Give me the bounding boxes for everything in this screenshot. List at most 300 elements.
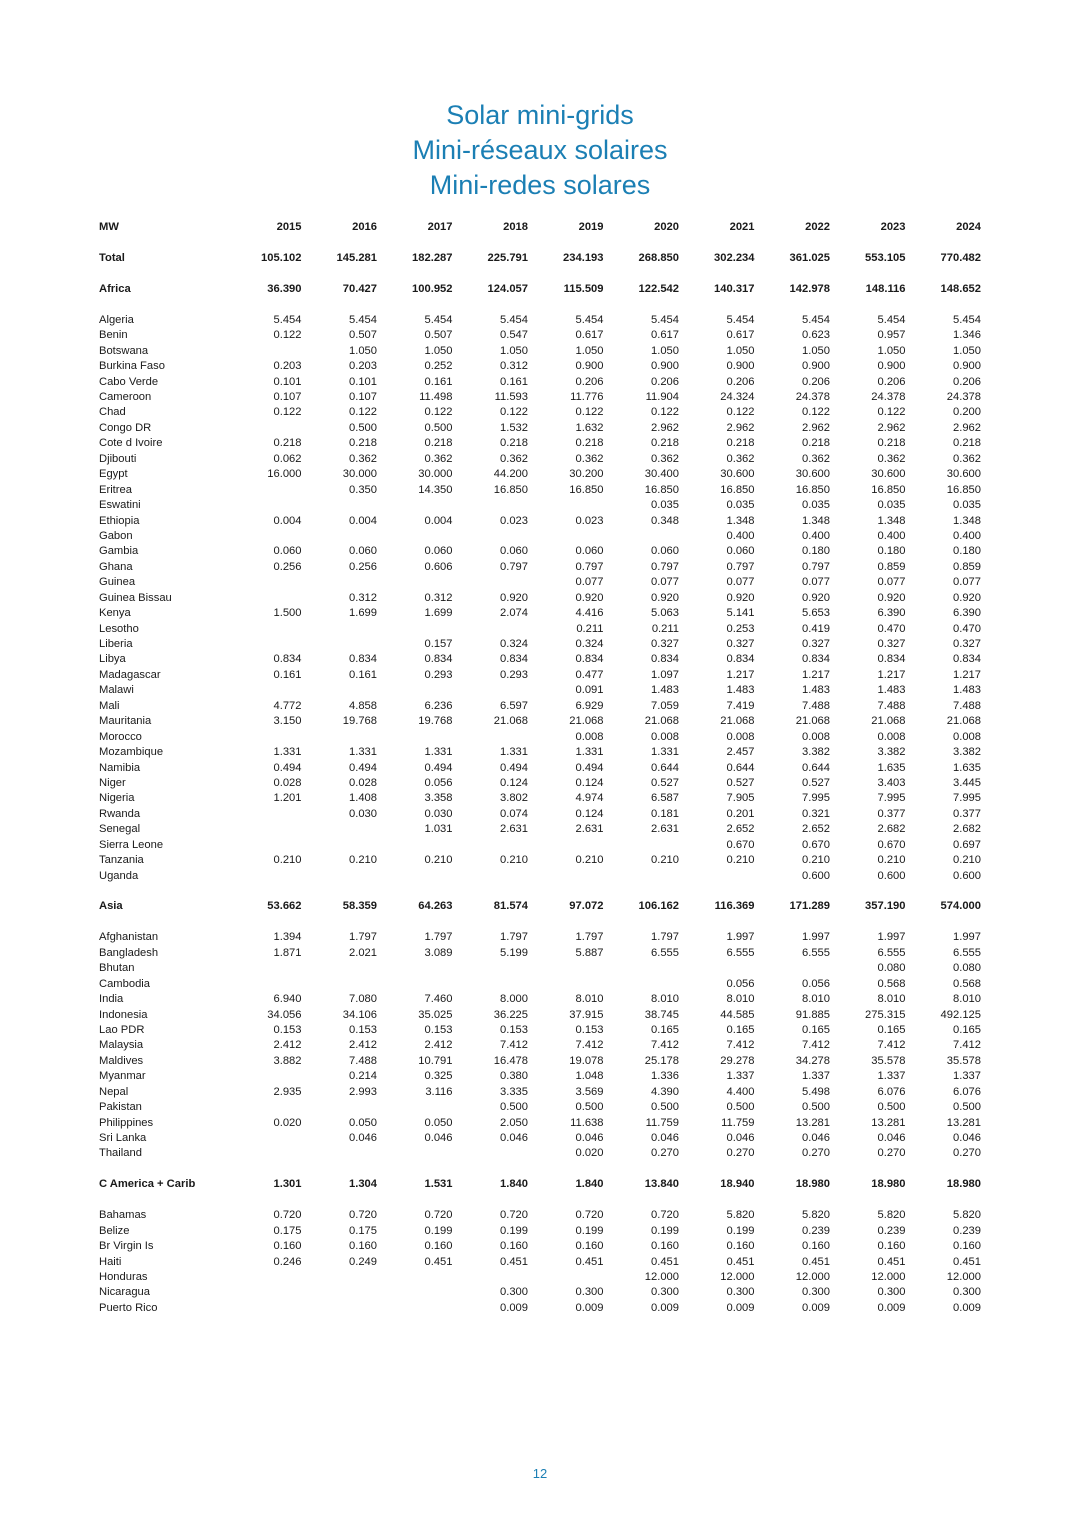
value-cell: 2.457 (726, 746, 755, 759)
value-cell: 0.020 (575, 1147, 604, 1160)
value-cell: 5.820 (953, 1209, 981, 1222)
value-cell: 0.400 (953, 529, 981, 542)
value-cell: 6.597 (500, 699, 528, 712)
value-cell: 5.454 (349, 313, 377, 326)
value-cell: 0.035 (802, 499, 830, 512)
row-label: Lao PDR (99, 1023, 145, 1036)
value-cell: 0.077 (651, 576, 679, 589)
country-row (95, 1270, 985, 1285)
value-cell: 3.089 (424, 946, 453, 959)
value-cell: 0.160 (575, 1240, 604, 1253)
value-cell (306, 868, 382, 883)
value-cell: 0.377 (953, 807, 981, 820)
value-cell: 0.122 (575, 406, 604, 419)
value-cell: 1.346 (953, 329, 981, 342)
row-label: Honduras (99, 1270, 148, 1283)
value-cell (381, 976, 457, 991)
value-cell: 1.997 (726, 931, 755, 944)
value-cell: 0.470 (953, 622, 981, 635)
value-cell: 0.008 (726, 730, 755, 743)
value-cell: 1.797 (424, 931, 453, 944)
row-label: Cote d Ivoire (99, 437, 163, 450)
value-cell: 0.107 (273, 391, 302, 404)
value-cell: 2018 (503, 221, 528, 234)
value-cell: 0.507 (349, 329, 377, 342)
value-cell (230, 621, 306, 636)
row-label: Uganda (99, 869, 139, 882)
value-cell: 0.122 (500, 406, 528, 419)
value-cell: 29.278 (720, 1054, 755, 1067)
value-cell (230, 1069, 306, 1084)
value-cell: 357.190 (865, 900, 906, 913)
row-label: Sierra Leone (99, 838, 164, 851)
value-cell: 0.030 (424, 807, 453, 820)
value-cell: 58.359 (342, 900, 377, 913)
value-cell (381, 621, 457, 636)
title-french: Mini-réseaux solaires (412, 135, 668, 165)
value-cell: 1.050 (726, 344, 755, 357)
value-cell: 1.797 (500, 931, 528, 944)
value-cell: 36.390 (267, 282, 302, 295)
value-cell: 8.010 (877, 993, 906, 1006)
row-label: Bhutan (99, 962, 135, 975)
value-cell: 0.400 (802, 529, 830, 542)
title-spanish: Mini-redes solares (429, 170, 651, 200)
value-cell: 24.378 (871, 391, 906, 404)
value-cell: 3.569 (575, 1085, 604, 1098)
row-label: Ethiopia (99, 514, 140, 527)
value-cell: 44.200 (493, 468, 528, 481)
value-cell: 1.483 (726, 684, 755, 697)
value-cell: 0.327 (802, 638, 830, 651)
value-cell (457, 838, 533, 853)
value-cell: 0.419 (802, 622, 830, 635)
value-cell: 16.850 (720, 483, 755, 496)
value-cell: 38.745 (644, 1008, 679, 1021)
country-row (95, 946, 985, 961)
value-cell: 0.600 (877, 869, 906, 882)
value-cell: 44.585 (720, 1008, 755, 1021)
value-cell (457, 498, 533, 513)
value-cell: 0.300 (500, 1286, 528, 1299)
value-cell (230, 807, 306, 822)
value-cell: 0.210 (726, 854, 755, 867)
value-cell: 70.427 (342, 282, 377, 295)
value-cell (381, 868, 457, 883)
value-cell: 0.797 (802, 560, 830, 573)
value-cell: 5.454 (424, 313, 453, 326)
value-cell: 5.498 (802, 1085, 830, 1098)
value-cell: 30.600 (795, 468, 830, 481)
value-cell: 0.300 (802, 1286, 830, 1299)
value-cell (457, 1146, 533, 1161)
value-cell: 3.382 (953, 746, 981, 759)
country-row (95, 1146, 985, 1161)
value-cell: 0.077 (877, 576, 906, 589)
value-cell: 0.834 (273, 653, 302, 666)
value-cell: 1.050 (877, 344, 906, 357)
row-label: Philippines (99, 1116, 154, 1129)
value-cell: 0.527 (651, 776, 679, 789)
value-cell: 0.362 (424, 452, 453, 465)
value-cell: 7.488 (877, 699, 906, 712)
country-row (95, 1115, 985, 1130)
value-cell: 10.791 (418, 1054, 453, 1067)
country-row (95, 776, 985, 791)
value-cell: 30.600 (720, 468, 755, 481)
value-cell: 0.124 (575, 776, 604, 789)
country-row (95, 1285, 985, 1300)
value-cell: 770.482 (940, 252, 981, 265)
row-label: Niger (99, 776, 126, 789)
value-cell: 0.900 (726, 360, 755, 373)
value-cell (230, 421, 306, 436)
value-cell: 5.820 (802, 1209, 830, 1222)
value-cell: 0.060 (500, 545, 528, 558)
value-cell: 3.382 (802, 746, 830, 759)
country-row (95, 621, 985, 636)
value-cell: 11.904 (645, 391, 679, 404)
value-cell: 24.378 (946, 391, 981, 404)
value-cell: 0.720 (500, 1209, 528, 1222)
value-cell: 0.101 (349, 375, 377, 388)
value-cell: 0.175 (273, 1224, 302, 1237)
value-cell: 0.834 (802, 653, 830, 666)
value-cell: 0.050 (349, 1116, 377, 1129)
country-row (95, 652, 985, 667)
value-cell: 21.068 (795, 715, 830, 728)
value-cell: 0.249 (349, 1255, 377, 1268)
value-cell (683, 868, 759, 883)
value-cell: 1.217 (802, 668, 830, 681)
value-cell: 0.606 (424, 560, 453, 573)
value-cell: 1.997 (802, 931, 830, 944)
value-cell (230, 591, 306, 606)
value-cell: 3.358 (424, 792, 453, 805)
value-cell: 2.962 (726, 421, 755, 434)
value-cell: 0.834 (877, 653, 906, 666)
country-row (95, 976, 985, 991)
value-cell: 0.161 (424, 375, 453, 388)
row-label: Nepal (99, 1085, 129, 1098)
value-cell: 3.335 (500, 1085, 528, 1098)
value-cell: 0.451 (953, 1255, 981, 1268)
country-row (95, 575, 985, 590)
value-cell (230, 683, 306, 698)
value-cell (306, 621, 382, 636)
value-cell (381, 683, 457, 698)
value-cell: 0.600 (802, 869, 830, 882)
value-cell: 0.218 (651, 437, 679, 450)
row-label: Guinea (99, 576, 136, 589)
value-cell: 0.720 (651, 1209, 679, 1222)
value-cell: 34.056 (267, 1008, 302, 1021)
value-cell (306, 822, 382, 837)
page-title (0, 98, 1080, 203)
value-cell: 0.377 (877, 807, 906, 820)
country-row (95, 745, 985, 760)
value-cell: 1.050 (651, 344, 679, 357)
value-cell: 1.699 (349, 607, 377, 620)
value-cell: 140.317 (714, 282, 755, 295)
value-cell: 0.900 (802, 360, 830, 373)
value-cell: 0.056 (424, 776, 453, 789)
value-cell: 16.000 (267, 468, 302, 481)
value-cell: 0.122 (349, 406, 377, 419)
country-row (95, 853, 985, 868)
value-cell: 4.772 (273, 699, 302, 712)
value-cell: 3.802 (500, 792, 528, 805)
value-cell: 0.161 (273, 668, 302, 681)
value-cell: 12.000 (795, 1270, 830, 1283)
value-cell (381, 1285, 457, 1300)
value-cell: 574.000 (940, 900, 981, 913)
value-cell: 234.193 (563, 252, 604, 265)
value-cell: 2023 (880, 221, 906, 234)
value-cell: 0.617 (726, 329, 755, 342)
value-cell: 0.161 (349, 668, 377, 681)
value-cell: 0.500 (651, 1101, 679, 1114)
value-cell: 6.555 (877, 946, 906, 959)
value-cell (306, 961, 382, 976)
value-cell: 0.160 (651, 1240, 679, 1253)
value-cell: 2.993 (349, 1085, 377, 1098)
value-cell (457, 1270, 533, 1285)
value-cell: 1.097 (651, 668, 679, 681)
value-cell: 0.451 (575, 1255, 604, 1268)
value-cell: 16.850 (569, 483, 604, 496)
value-cell: 0.670 (877, 838, 906, 851)
value-cell: 8.010 (953, 993, 981, 1006)
value-cell: 0.060 (651, 545, 679, 558)
value-cell: 1.217 (953, 668, 981, 681)
value-cell: 3.445 (953, 776, 981, 789)
value-cell: 0.270 (802, 1147, 830, 1160)
value-cell: 7.995 (953, 792, 981, 805)
value-cell: 2.682 (877, 823, 906, 836)
region-row (95, 282, 985, 297)
value-cell: 81.574 (493, 900, 528, 913)
value-cell: 0.362 (953, 452, 981, 465)
country-row (95, 1239, 985, 1254)
value-cell: 0.451 (877, 1255, 906, 1268)
value-cell: 5.887 (575, 946, 604, 959)
value-cell: 0.009 (500, 1301, 528, 1314)
value-cell (306, 1270, 382, 1285)
value-cell: 0.035 (651, 499, 679, 512)
value-cell: 0.500 (802, 1101, 830, 1114)
value-cell: 0.623 (802, 329, 830, 342)
value-cell (457, 575, 533, 590)
country-row (95, 313, 985, 328)
value-cell: 0.600 (953, 869, 981, 882)
value-cell: 1.840 (500, 1178, 528, 1191)
value-cell: 0.210 (575, 854, 604, 867)
value-cell (381, 498, 457, 513)
value-cell: 0.160 (500, 1240, 528, 1253)
value-cell: 1.483 (802, 684, 830, 697)
value-cell: 0.324 (575, 638, 604, 651)
value-cell: 0.327 (877, 638, 906, 651)
row-label: Madagascar (99, 668, 161, 681)
value-cell: 0.957 (877, 329, 906, 342)
value-cell: 1.632 (575, 421, 604, 434)
value-cell: 0.180 (877, 545, 906, 558)
value-cell: 30.600 (871, 468, 906, 481)
value-cell: 2015 (276, 221, 302, 234)
value-cell: 1.331 (349, 746, 377, 759)
value-cell: 0.494 (273, 761, 302, 774)
value-cell (381, 1301, 457, 1316)
value-cell: 64.263 (418, 900, 453, 913)
value-cell: 0.077 (802, 576, 830, 589)
value-cell (306, 1100, 382, 1115)
value-cell: 21.068 (569, 715, 604, 728)
row-label: Botswana (99, 344, 149, 357)
value-cell: 21.068 (644, 715, 679, 728)
value-cell: 6.236 (424, 699, 453, 712)
value-cell: 5.199 (500, 946, 528, 959)
value-cell: 1.483 (651, 684, 679, 697)
value-cell: 0.348 (651, 514, 679, 527)
value-cell: 3.150 (273, 715, 302, 728)
title-english: Solar mini-grids (446, 100, 634, 130)
country-row (95, 668, 985, 683)
value-cell (532, 961, 608, 976)
value-cell: 4.974 (575, 792, 604, 805)
value-cell (306, 838, 382, 853)
value-cell: 0.206 (802, 375, 830, 388)
country-row (95, 606, 985, 621)
value-cell: 2.962 (802, 421, 830, 434)
value-cell: 2.631 (575, 823, 604, 836)
value-cell: 1.394 (273, 931, 302, 944)
value-cell: 1.048 (575, 1070, 604, 1083)
value-cell (230, 498, 306, 513)
value-cell: 0.547 (500, 329, 528, 342)
value-cell: 0.008 (953, 730, 981, 743)
value-cell: 0.312 (500, 360, 528, 373)
row-label: C America + Carib (99, 1178, 196, 1191)
value-cell: 0.122 (424, 406, 453, 419)
value-cell: 0.165 (877, 1023, 906, 1036)
value-cell: 0.920 (575, 591, 604, 604)
value-cell: 3.882 (273, 1054, 302, 1067)
value-cell: 0.797 (575, 560, 604, 573)
value-cell: 0.500 (726, 1101, 755, 1114)
value-cell: 0.077 (953, 576, 981, 589)
value-cell: 7.412 (500, 1039, 528, 1052)
value-cell: 0.834 (953, 653, 981, 666)
value-cell: 0.500 (500, 1101, 528, 1114)
value-cell: 8.010 (802, 993, 830, 1006)
value-cell: 1.797 (651, 931, 679, 944)
value-cell: 0.362 (726, 452, 755, 465)
value-cell: 361.025 (789, 252, 830, 265)
spacer-row (95, 1193, 985, 1208)
value-cell: 5.454 (877, 313, 906, 326)
value-cell: 0.199 (651, 1224, 679, 1237)
value-cell: 0.046 (726, 1132, 755, 1145)
value-cell (230, 637, 306, 652)
value-cell: 0.218 (273, 437, 302, 450)
value-cell: 1.797 (575, 931, 604, 944)
value-cell: 0.362 (802, 452, 830, 465)
value-cell (532, 976, 608, 991)
value-cell (608, 838, 684, 853)
value-cell: 36.225 (493, 1008, 528, 1021)
value-cell: 0.023 (500, 514, 528, 527)
value-cell: 0.030 (349, 807, 377, 820)
value-cell: 1.483 (877, 684, 906, 697)
value-cell: 0.362 (877, 452, 906, 465)
value-cell: 1.337 (726, 1070, 755, 1083)
value-cell: 0.256 (349, 560, 377, 573)
value-cell: 145.281 (336, 252, 377, 265)
value-cell: 4.858 (349, 699, 377, 712)
value-cell (381, 838, 457, 853)
row-label: Thailand (99, 1147, 142, 1160)
country-row (95, 436, 985, 451)
value-cell: 0.160 (349, 1240, 377, 1253)
value-cell: 4.390 (651, 1085, 679, 1098)
row-label: Cabo Verde (99, 375, 159, 388)
value-cell: 0.834 (575, 653, 604, 666)
value-cell: 19.768 (418, 715, 453, 728)
country-row (95, 637, 985, 652)
value-cell: 3.116 (425, 1085, 453, 1098)
spacer-row (95, 884, 985, 899)
value-cell: 0.009 (575, 1301, 604, 1314)
value-cell: 0.122 (651, 406, 679, 419)
value-cell: 24.324 (720, 391, 755, 404)
value-cell: 0.500 (575, 1101, 604, 1114)
value-cell: 0.028 (273, 776, 302, 789)
value-cell: 0.920 (651, 591, 679, 604)
value-cell: 0.060 (575, 545, 604, 558)
value-cell (608, 868, 684, 883)
value-cell: 0.160 (273, 1240, 302, 1253)
value-cell: 12.000 (946, 1270, 981, 1283)
value-cell: 1.304 (349, 1178, 377, 1191)
value-cell: 0.218 (349, 437, 377, 450)
value-cell (457, 683, 533, 698)
value-cell: 1.331 (575, 746, 604, 759)
value-cell: 2.962 (651, 421, 679, 434)
value-cell: 0.046 (424, 1132, 453, 1145)
value-cell: 0.327 (726, 638, 755, 651)
country-row (95, 1208, 985, 1223)
value-cell: 0.859 (953, 560, 981, 573)
value-cell: 0.252 (424, 360, 453, 373)
value-cell: 0.380 (500, 1070, 528, 1083)
value-cell: 0.009 (802, 1301, 830, 1314)
value-cell: 275.315 (865, 1008, 906, 1021)
total-row (95, 251, 985, 266)
value-cell: 0.035 (726, 499, 755, 512)
value-cell (306, 976, 382, 991)
value-cell: 492.125 (940, 1008, 981, 1021)
value-cell: 0.157 (424, 638, 453, 651)
country-row (95, 1069, 985, 1084)
value-cell: 0.300 (877, 1286, 906, 1299)
value-cell: 8.010 (726, 993, 755, 1006)
value-cell: 5.454 (575, 313, 604, 326)
value-cell: 302.234 (714, 252, 755, 265)
row-label: Kenya (99, 607, 131, 620)
value-cell (381, 1270, 457, 1285)
value-cell: 0.008 (802, 730, 830, 743)
